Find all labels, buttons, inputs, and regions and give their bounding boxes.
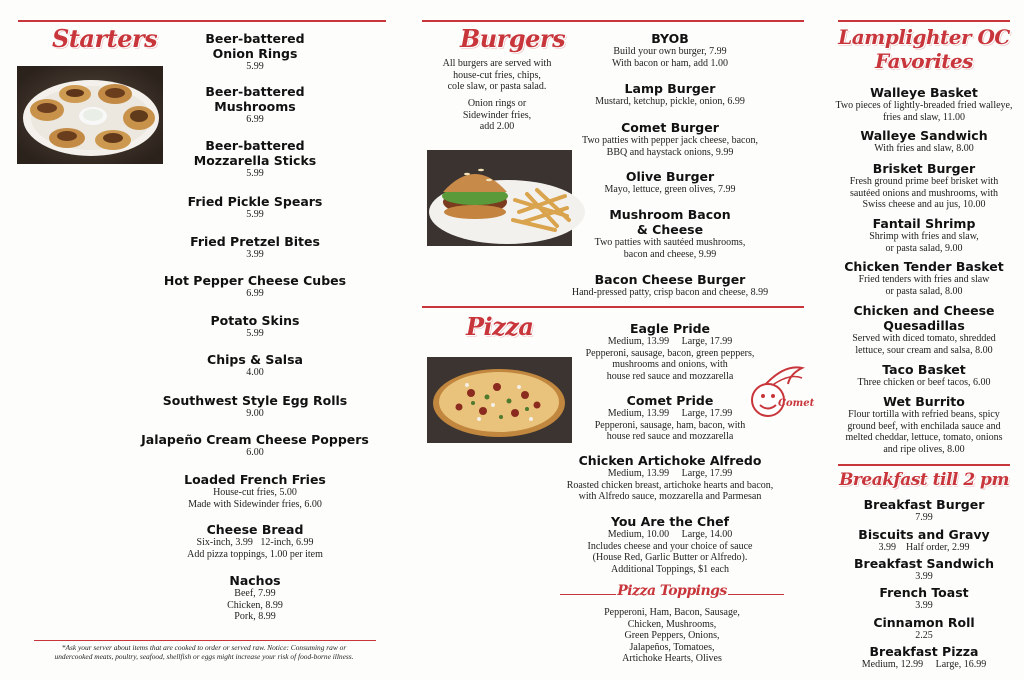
pizza-heading: Pizza [466, 312, 534, 341]
starter-chips-salsa: Chips & Salsa 4.00 [207, 352, 303, 378]
starter-jalapeno-poppers: Jalapeño Cream Cheese Poppers 6.00 [141, 432, 369, 458]
pizza-eagle-pride: Eagle Pride Medium, 13.99 Large, 17.99 Pepperoni, sausage, bacon, green peppers, mushrooms and onions, with house red sauce and mozzarella [585, 321, 755, 382]
burgers-heading: Burgers [460, 24, 566, 53]
starter-nachos: Nachos Beef, 7.99 Chicken, 8.99 Pork, 8.99 [227, 573, 283, 622]
starters-heading: Starters [52, 24, 158, 53]
breakfast-pizza: Breakfast Pizza Medium, 12.99 Large, 16.99 [861, 644, 987, 670]
favorite-fantail-shrimp: Fantail Shrimp Shrimp with fries and slaw, or pasta salad, 9.00 [869, 216, 979, 254]
starter-onion-rings: Beer-battered Onion Rings 5.99 [205, 31, 305, 72]
burger-olive: Olive Burger Mayo, lettuce, green olives, 7.99 [604, 169, 736, 195]
breakfast-burger: Breakfast Burger 7.99 [863, 497, 985, 523]
starter-mushrooms: Beer-battered Mushrooms 6.99 [205, 84, 305, 125]
burgers-intro: All burgers are served with house-cut fries, chips, cole slaw, or pasta salad. [442, 58, 552, 92]
favorite-brisket-burger: Brisket Burger Fresh ground prime beef brisket with sautéed onions and mushrooms, with Swiss cheese and au jus, 10.00 [849, 161, 999, 210]
favorite-walleye-basket: Walleye Basket Two pieces of lightly-breaded fried walleye, fries and slaw, 11.00 [835, 85, 1013, 123]
starters-photo [17, 66, 163, 164]
starter-pepper-cheese-cubes: Hot Pepper Cheese Cubes 6.99 [163, 273, 347, 299]
burger-lamp: Lamp Burger Mustard, ketchup, pickle, onion, 6.99 [595, 81, 745, 107]
favorite-walleye-sandwich: Walleye Sandwich With fries and slaw, 8.00 [860, 128, 988, 154]
burger-bacon-cheese: Bacon Cheese Burger Hand-pressed patty, crisp bacon and cheese, 8.99 [571, 272, 769, 298]
breakfast-french-toast: French Toast 3.99 [879, 585, 969, 611]
food-safety-notice: *Ask your server about items that are cooked to order or served raw. Notice: Consuming raw or undercooked meats, poultry, seafood, shellfish or eggs might increase your risk of food-borne illness. [54, 643, 354, 661]
favorite-taco-basket: Taco Basket Three chicken or beef tacos, 6.00 [857, 362, 991, 388]
favorite-quesadillas: Chicken and Cheese Quesadillas Served with diced tomato, shredded lettuce, sour cream and salsa, 8.00 [852, 303, 996, 356]
breakfast-biscuits-gravy: Biscuits and Gravy 3.99 Half order, 2.99 [858, 527, 990, 553]
favorites-heading: Lamplighter OC Favorites [838, 25, 1010, 73]
pizza-toppings-heading: Pizza Toppings [617, 583, 727, 599]
burgers-intro-addon: Onion rings or Sidewinder fries, add 2.00 [462, 98, 532, 132]
burger-comet: Comet Burger Two patties with pepper jack cheese, bacon, BBQ and haystack onions, 9.99 [582, 120, 758, 158]
pizza-toppings-list: Pepperoni, Ham, Bacon, Sausage, Chicken, Mushrooms, Green Peppers, Onions, Jalapeños, Tomatoes, Artichoke Hearts, Olives [604, 607, 740, 664]
burger-photo [427, 150, 572, 246]
favorite-chicken-tender-basket: Chicken Tender Basket Fried tenders with fries and slaw or pasta salad, 8.00 [844, 259, 1004, 297]
starter-mozzarella-sticks: Beer-battered Mozzarella Sticks 5.99 [193, 138, 317, 179]
pizza-chicken-artichoke: Chicken Artichoke Alfredo Medium, 13.99 Large, 17.99 Roasted chicken breast, artichoke hearts and bacon, with Alfredo sauce, mozzarella and Parmesan [566, 453, 774, 502]
starter-cheese-bread: Cheese Bread Six-inch, 3.99 12-inch, 6.99 Add pizza toppings, 1.00 per item [187, 522, 323, 560]
starter-pretzel-bites: Fried Pretzel Bites 3.99 [190, 234, 320, 260]
breakfast-sandwich: Breakfast Sandwich 3.99 [854, 556, 994, 582]
starter-potato-skins: Potato Skins 5.99 [210, 313, 300, 339]
pizza-you-are-the-chef: You Are the Chef Medium, 10.00 Large, 14.00 Includes cheese and your choice of sauce (House Red, Garlic Butter or Alfredo). Additional Toppings, $1 each [587, 514, 753, 575]
pizza-photo [427, 357, 572, 443]
burger-mushroom-bacon: Mushroom Bacon & Cheese Two patties with sautéed mushrooms, bacon and cheese, 9.99 [594, 207, 746, 260]
burger-byob: BYOB Build your own burger, 7.99 With bacon or ham, add 1.00 [612, 31, 728, 69]
starter-egg-rolls: Southwest Style Egg Rolls 9.00 [162, 393, 348, 419]
starter-loaded-fries: Loaded French Fries House-cut fries, 5.00 Made with Sidewinder fries, 6.00 [184, 472, 326, 510]
breakfast-cinnamon-roll: Cinnamon Roll 2.25 [873, 615, 975, 641]
starter-pickle-spears: Fried Pickle Spears 5.99 [187, 194, 323, 220]
favorite-wet-burrito: Wet Burrito Flour tortilla with refried beans, spicy ground beef, with enchilada sauce and melted cheddar, lettuce, tomato, onions and ripe olives, 8.00 [845, 394, 1003, 455]
pizza-comet-pride: Comet Pride Medium, 13.99 Large, 17.99 Pepperoni, sausage, ham, bacon, with house red sauce and mozzarella [594, 393, 746, 442]
svg-text:Comet: Comet [778, 398, 815, 409]
breakfast-heading: Breakfast till 2 pm [839, 470, 1009, 490]
